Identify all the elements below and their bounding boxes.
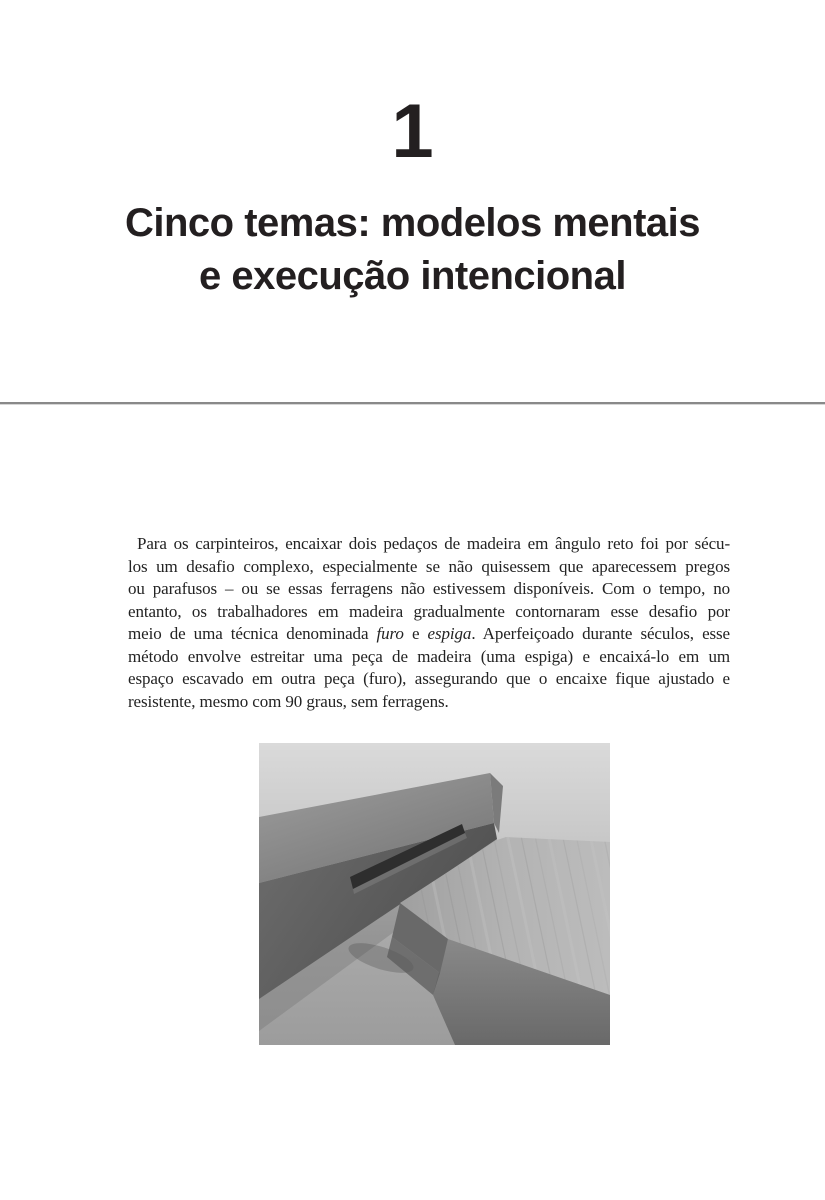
paragraph-line: resistente, mesmo com 90 graus, sem ferragens. — [128, 691, 449, 711]
term-espiga: espiga — [427, 624, 472, 643]
section-divider-rule — [0, 402, 825, 404]
mortise-tenon-joint-image — [259, 743, 610, 1045]
mortise-tenon-joint-drawing — [259, 743, 610, 1045]
body-paragraph — [128, 533, 730, 713]
paragraph-line: ou parafusos – ou se essas ferragens não estivessem disponíveis. Com o tempo, no — [128, 579, 730, 598]
paragraph-line — [128, 623, 730, 646]
paragraph-text: . Aperfeiçoado durante séculos, esse — [471, 624, 730, 643]
paragraph-text: e — [403, 624, 428, 643]
paragraph-text: meio de uma técnica denominada — [128, 624, 377, 643]
chapter-title — [0, 197, 825, 303]
paragraph-line: entanto, os trabalhadores em madeira gradualmente contornaram esse desafio por — [128, 601, 730, 621]
chapter-title-line-2: e execução intencional — [199, 254, 626, 298]
paragraph-line: los um desafio complexo, especialmente se não quisessem que aparecessem pregos — [128, 556, 730, 576]
chapter-number: 1 — [391, 89, 434, 174]
term-furo: furo — [376, 624, 404, 643]
paragraph-line: método envolve estreitar uma peça de madeira (uma espiga) e encaixá-lo em um — [128, 646, 730, 666]
paragraph-line: espaço escavado em outra peça (furo), assegurando que o encaixe fique ajustado e — [128, 669, 730, 688]
chapter-title-line-1: Cinco temas: modelos mentais — [124, 201, 701, 245]
paragraph-line: Para os carpinteiros, encaixar dois pedaços de madeira em ângulo reto foi por sécu- — [137, 534, 730, 553]
